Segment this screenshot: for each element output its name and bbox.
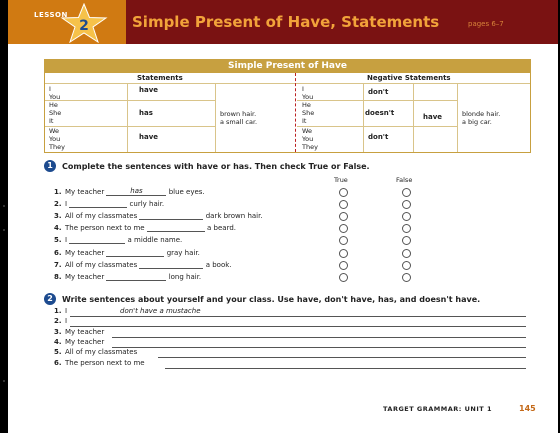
subject-cell: I You — [49, 85, 61, 101]
item-number: 4. — [54, 337, 62, 346]
subject-cell: He She It — [49, 101, 62, 125]
false-radio[interactable] — [402, 212, 411, 221]
exercise-2-number: 2 — [44, 293, 56, 305]
answer-line[interactable] — [158, 357, 526, 358]
grammar-chart-title: Simple Present of Have — [45, 60, 530, 73]
page-reference: pages 6–7 — [468, 20, 504, 28]
star-icon — [60, 3, 108, 43]
exercise-1-item — [54, 187, 205, 197]
item-number: 4. — [54, 224, 62, 233]
lesson-label: LESSON — [34, 11, 68, 19]
exercise-1-item — [54, 211, 263, 221]
false-column-heading: False — [396, 176, 413, 184]
answer-blank[interactable] — [106, 272, 166, 281]
footer-label: TARGET GRAMMAR: UNIT 1 — [383, 405, 492, 413]
item-number: 5. — [54, 348, 62, 357]
false-radio[interactable] — [402, 224, 411, 233]
true-radio[interactable] — [339, 224, 348, 233]
answer-line[interactable] — [70, 316, 526, 317]
negative-heading: Negative Statements — [367, 74, 451, 82]
exercise-2-item — [54, 317, 67, 327]
exercise-2-item — [54, 348, 137, 358]
lesson-header — [8, 0, 558, 44]
true-radio[interactable] — [339, 188, 348, 197]
neg-subject-cell: I You — [302, 85, 314, 101]
exercise-1-item — [54, 235, 182, 245]
answer-blank[interactable] — [69, 199, 127, 208]
exercise-1-item — [54, 248, 200, 258]
item-ending: blue eyes. — [168, 188, 205, 196]
answer-blank[interactable] — [106, 187, 166, 196]
chart-divider — [295, 73, 296, 152]
answer-line[interactable] — [165, 368, 526, 369]
handwritten-answer: don't have a mustache — [120, 307, 201, 315]
true-radio[interactable] — [339, 273, 348, 282]
answer-blank[interactable] — [139, 260, 203, 269]
item-number: 7. — [54, 260, 62, 269]
item-prompt: The person next to me — [65, 224, 145, 233]
item-number: 8. — [54, 272, 62, 281]
exercise-2-instruction: Write sentences about yourself and your class. Use have, don't have, has, and doesn't have. — [62, 295, 481, 304]
item-number: 3. — [54, 212, 62, 221]
neg-aux-cell: don't — [368, 88, 389, 96]
item-number: 2. — [54, 200, 62, 209]
answer-blank[interactable] — [106, 248, 164, 257]
exercise-1-item — [54, 272, 201, 282]
item-number: 6. — [54, 358, 62, 367]
neg-subject-cell: We You They — [302, 127, 318, 151]
item-number: 3. — [54, 327, 62, 336]
item-number: 5. — [54, 236, 62, 245]
false-radio[interactable] — [402, 200, 411, 209]
exercise-1-item — [54, 260, 232, 270]
item-number: 2. — [54, 317, 62, 326]
neg-aux-cell: don't — [368, 133, 389, 141]
object-cell: brown hair. a small car. — [220, 110, 258, 126]
exercise-1-item — [54, 199, 164, 209]
item-number: 1. — [54, 188, 62, 196]
answer-line[interactable] — [112, 337, 526, 338]
item-prompt: My teacher — [65, 337, 105, 346]
item-number: 6. — [54, 248, 62, 257]
true-radio[interactable] — [339, 236, 348, 245]
handwritten-answer: has — [130, 187, 143, 195]
answer-blank[interactable] — [147, 223, 205, 232]
item-prompt: My teacher — [65, 248, 105, 257]
item-prompt: I — [65, 307, 68, 315]
false-radio[interactable] — [402, 236, 411, 245]
item-ending: a book. — [205, 260, 232, 269]
exercise-1-instruction: Complete the sentences with have or has. Then check True or False. — [62, 162, 370, 171]
item-prompt: I — [65, 236, 68, 245]
item-number: 1. — [54, 307, 62, 315]
true-radio[interactable] — [339, 212, 348, 221]
verb-cell: has — [139, 109, 153, 117]
item-ending: curly hair. — [129, 200, 165, 209]
exercise-1-number: 1 — [44, 160, 56, 172]
false-radio[interactable] — [402, 261, 411, 270]
exercise-1-item — [54, 223, 236, 233]
exercise-2-item — [54, 338, 104, 348]
item-prompt: I — [65, 200, 68, 209]
answer-blank[interactable] — [69, 235, 125, 244]
lesson-number: 2 — [79, 18, 89, 34]
item-prompt: All of my classmates — [65, 260, 138, 269]
statements-heading: Statements — [137, 74, 183, 82]
worksheet-page — [8, 0, 558, 433]
grammar-chart — [44, 59, 531, 153]
true-radio[interactable] — [339, 249, 348, 258]
page-title: Simple Present of Have, Statements — [132, 13, 440, 31]
false-radio[interactable] — [402, 188, 411, 197]
item-ending: gray hair. — [166, 248, 200, 257]
true-radio[interactable] — [339, 200, 348, 209]
answer-blank[interactable] — [139, 211, 203, 220]
exercise-2-item — [54, 359, 145, 369]
true-column-heading: True — [334, 176, 348, 184]
false-radio[interactable] — [402, 273, 411, 282]
item-prompt: The person next to me — [65, 358, 145, 367]
item-prompt: My teacher — [65, 327, 105, 336]
subject-cell: We You They — [49, 127, 65, 151]
verb-cell: have — [139, 86, 159, 94]
item-prompt: My teacher — [65, 188, 105, 196]
neg-subject-cell: He She It — [302, 101, 315, 125]
neg-aux-cell: doesn't — [365, 109, 395, 117]
page-number: 145 — [519, 404, 536, 413]
true-radio[interactable] — [339, 261, 348, 270]
item-prompt: All of my classmates — [65, 348, 138, 357]
exercise-2-item — [54, 328, 104, 338]
item-ending: a beard. — [207, 224, 237, 233]
item-prompt: I — [65, 317, 68, 326]
item-prompt: All of my classmates — [65, 212, 138, 221]
item-ending: a middle name. — [127, 236, 183, 245]
item-ending: long hair. — [168, 272, 202, 281]
false-radio[interactable] — [402, 249, 411, 258]
neg-verb-cell: have — [423, 113, 443, 121]
neg-object-cell: blonde hair. a big car. — [462, 110, 501, 126]
item-ending: dark brown hair. — [205, 212, 263, 221]
item-prompt: My teacher — [65, 272, 105, 281]
verb-cell: have — [139, 133, 159, 141]
answer-line[interactable] — [70, 326, 526, 327]
exercise-2-item — [54, 307, 67, 317]
answer-line[interactable] — [112, 347, 526, 348]
